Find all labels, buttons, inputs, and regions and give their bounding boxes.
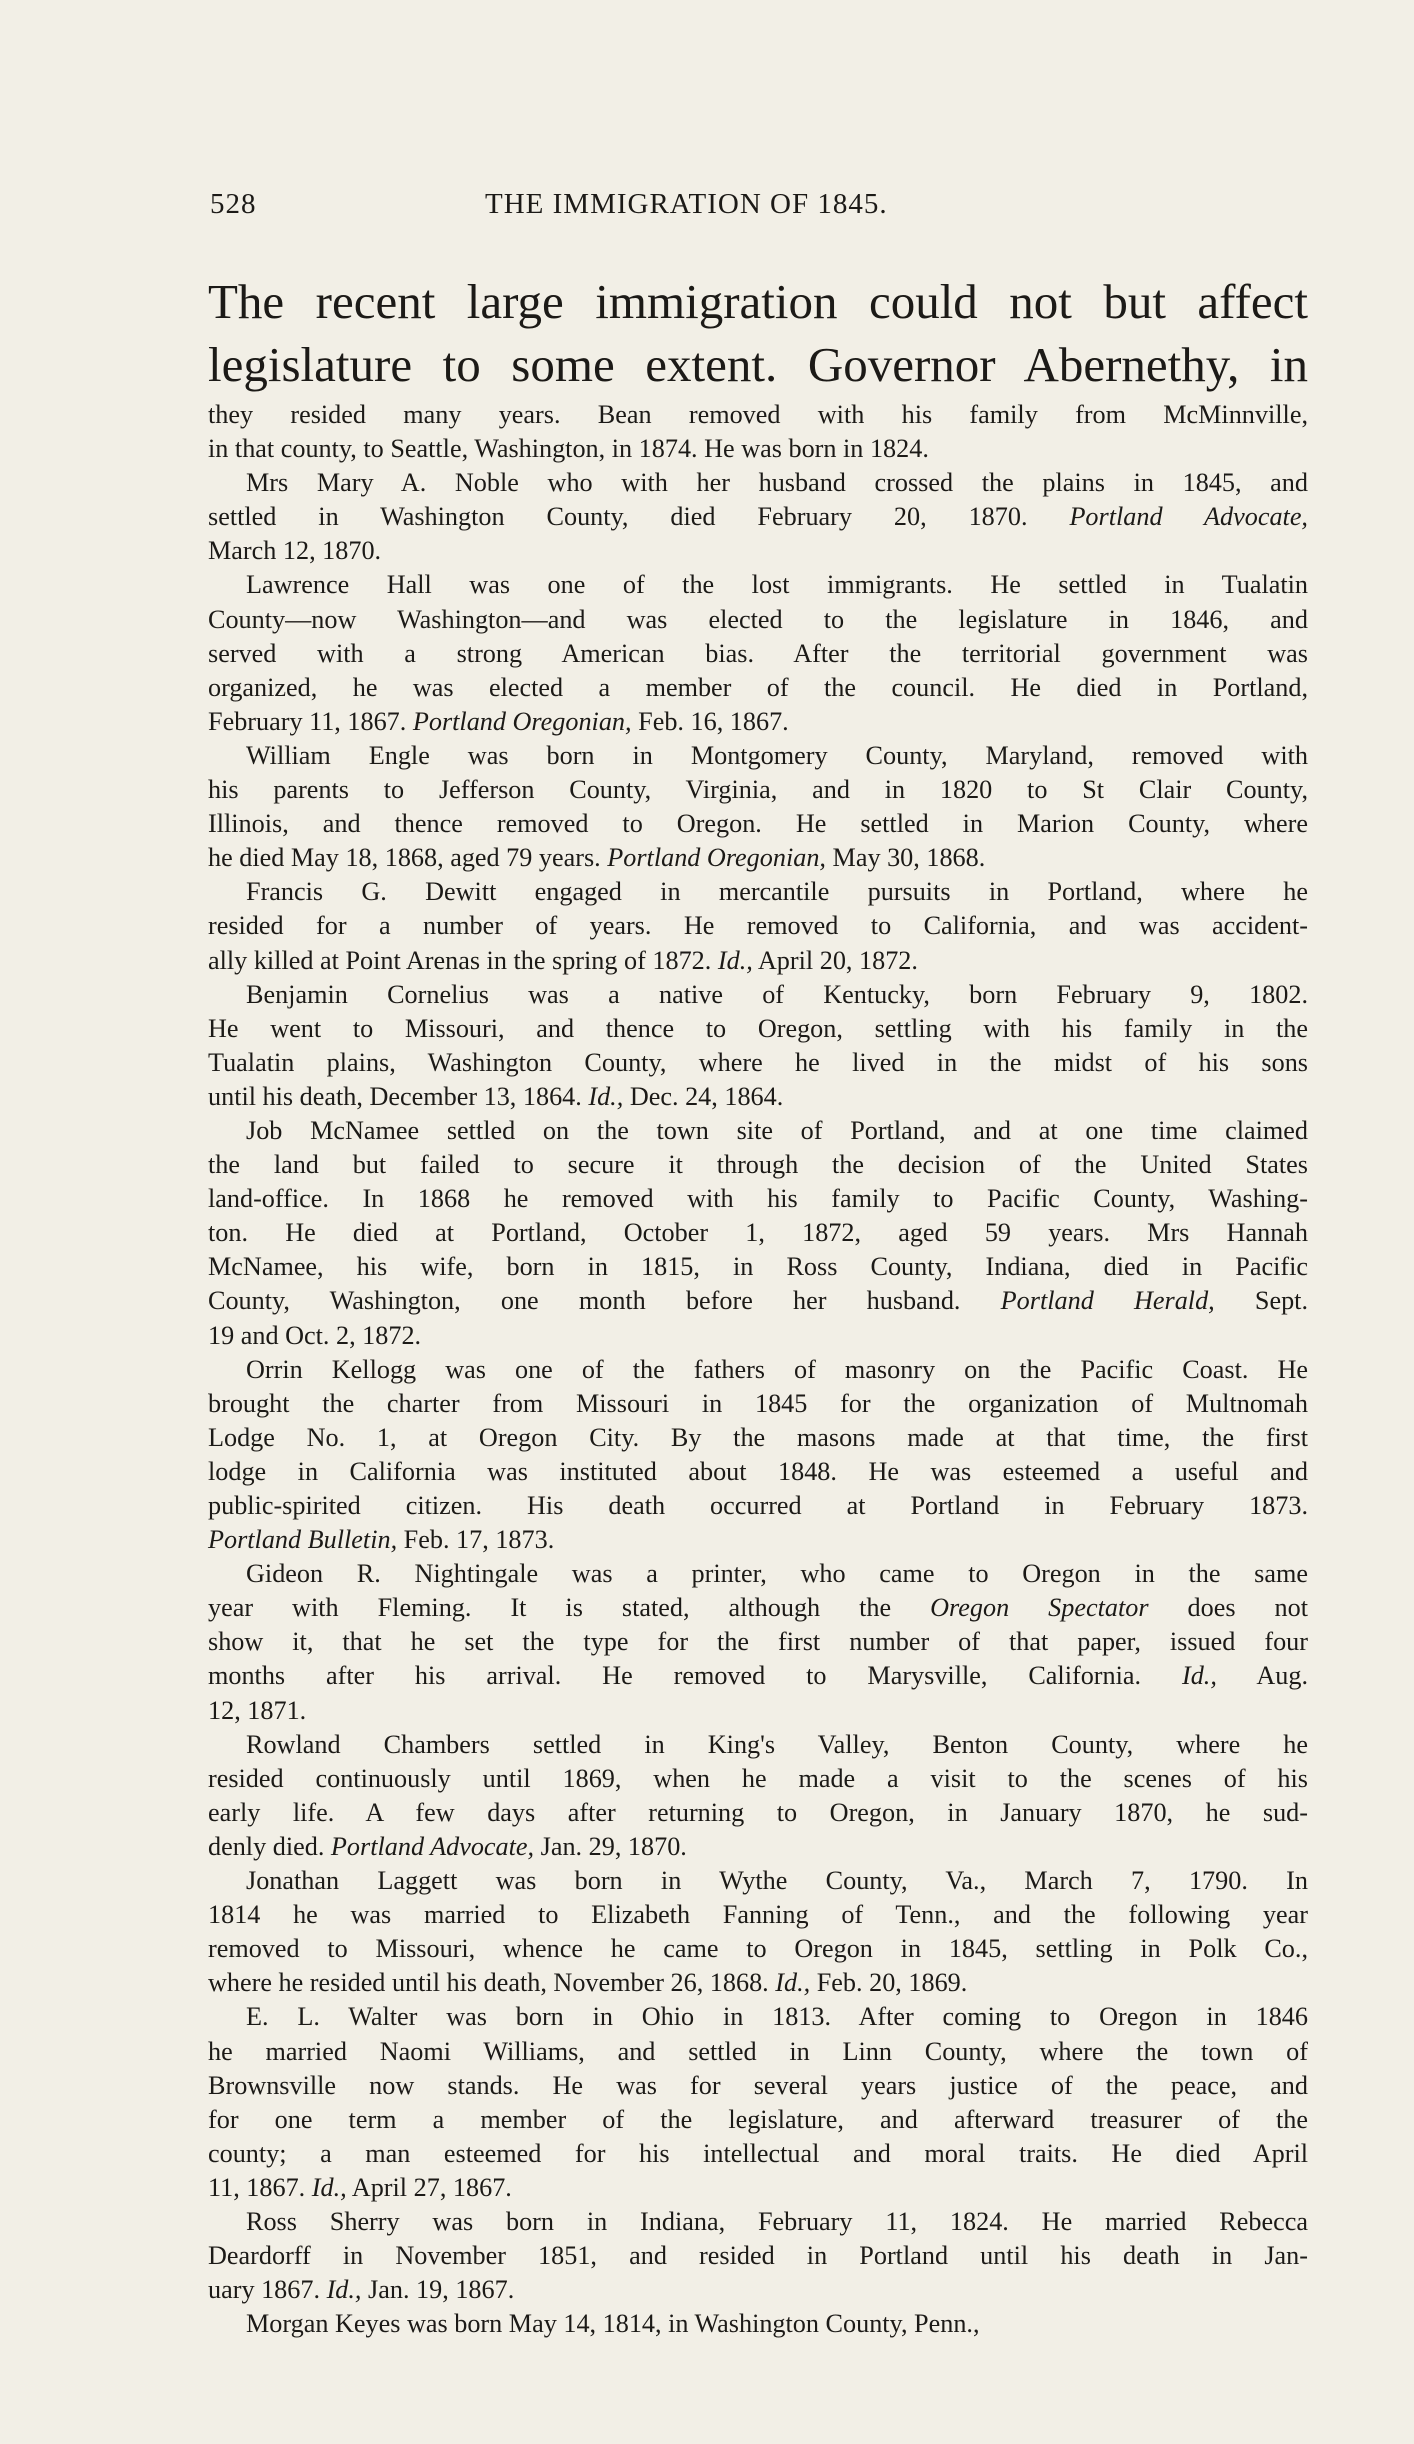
footnote-line: [208, 1796, 1308, 1830]
citation-date: Aug.: [1216, 1661, 1309, 1691]
line-text: Lawrence Hall was one of the lost immigrants. He settled in Tualatin: [246, 570, 1308, 600]
footnote-line: [208, 1523, 1308, 1557]
line-text: Brownsville now stands. He was for several years justice of the peace, and: [208, 2070, 1308, 2100]
citation-source: Id.,: [588, 1081, 624, 1111]
running-title: THE IMMIGRATION OF 1845.: [485, 188, 888, 220]
footnote-line: [208, 1216, 1308, 1250]
line-text: 1814 he was married to Elizabeth Fanning of Tenn., and the following year: [208, 1900, 1308, 1930]
citation-source: Id.,: [1181, 1661, 1217, 1691]
line-text: 12, 1871.: [208, 1695, 307, 1725]
citation-date: April 20, 1872.: [752, 945, 918, 975]
footnote-line: [208, 2307, 1308, 2341]
line-text: 19 and Oct. 2, 1872.: [208, 1320, 422, 1350]
footnote-line: [208, 1830, 1308, 1864]
citation-source: Id.,: [717, 945, 753, 975]
citation-source: Portland Bulletin,: [208, 1525, 398, 1555]
line-text: 11, 1867.: [208, 2172, 312, 2202]
citation-source: Portland Herald,: [1000, 1286, 1215, 1316]
footnote-line: [208, 1284, 1308, 1318]
footnote-line: [208, 944, 1308, 978]
footnote-line: [208, 1694, 1308, 1728]
footnote-line: [208, 1182, 1308, 1216]
citation-date: April 27, 1867.: [346, 2172, 512, 2202]
footnote-line: [208, 1080, 1308, 1114]
footnote-line: [208, 2103, 1308, 2137]
footnote-line: [208, 1319, 1308, 1353]
main-text-fragment: [208, 270, 1308, 396]
line-text: ally killed at Point Arenas in the spring of 1872.: [208, 945, 718, 975]
line-text: year with Fleming. It is stated, although the: [208, 1593, 931, 1623]
footnote-line: [208, 1012, 1308, 1046]
line-text: brought the charter from Missouri in 1845 for the organization of Multnomah: [208, 1388, 1308, 1418]
line-text: resided continuously until 1869, when he made a visit to the scenes of his: [208, 1763, 1308, 1793]
line-text: served with a strong American bias. After the territorial government was: [208, 638, 1308, 668]
footnote-line: [208, 1864, 1308, 1898]
citation-source: Oregon Spectator: [930, 1593, 1149, 1623]
footnote-line: [208, 2069, 1308, 2103]
line-text: Tualatin plains, Washington County, where he lived in the midst of his sons: [208, 1047, 1308, 1077]
line-text: uary 1867.: [208, 2275, 327, 2305]
line-text: organized, he was elected a member of the council. He died in Portland,: [208, 672, 1308, 702]
citation-date: May 30, 1868.: [825, 843, 986, 873]
footnote-line: [208, 705, 1308, 739]
main-text-line: legislature to some extent. Governor Abernethy, in: [208, 337, 1308, 392]
line-text: Jonathan Laggett was born in Wythe County, Va., March 7, 1790. In: [246, 1866, 1308, 1896]
citation-source: Portland Oregonian,: [412, 706, 632, 736]
line-text: Job McNamee settled on the town site of Portland, and at one time claimed: [246, 1115, 1308, 1145]
line-text: the land but failed to secure it through the decision of the United States: [208, 1150, 1308, 1180]
line-text: where he resided until his death, November 26, 1868.: [208, 1968, 776, 1998]
footnote-line: [208, 807, 1308, 841]
footnote-line: [208, 1966, 1308, 2000]
line-text: McNamee, his wife, born in 1815, in Ross County, Indiana, died in Pacific: [208, 1252, 1308, 1282]
footnote-line: [208, 1455, 1308, 1489]
line-text: county; a man esteemed for his intellectual and moral traits. He died April: [208, 2138, 1308, 2168]
citation-source: Id.,: [775, 1968, 811, 1998]
line-text: William Engle was born in Montgomery County, Maryland, removed with: [246, 740, 1308, 770]
footnote-text: [208, 398, 1308, 2341]
line-text: lodge in California was instituted about 1848. He was esteemed a useful and: [208, 1456, 1308, 1486]
footnote-line: [208, 1591, 1308, 1625]
line-text: Gideon R. Nightingale was a printer, who came to Oregon in the same: [246, 1559, 1308, 1589]
footnote-line: [208, 1728, 1308, 1762]
line-text: they resided many years. Bean removed with his family from McMinnville,: [208, 400, 1308, 429]
citation-date: Jan. 19, 1867.: [361, 2275, 515, 2305]
citation-source: Portland Oregonian,: [607, 843, 826, 873]
footnote-line: [208, 1353, 1308, 1387]
line-text: He went to Missouri, and thence to Oregon, settling with his family in the: [208, 1013, 1308, 1043]
line-text: Illinois, and thence removed to Oregon. He settled in Marion County, where: [208, 809, 1308, 839]
footnote-line: [208, 2137, 1308, 2171]
line-text: removed to Missouri, whence he came to Oregon in 1845, settling in Polk Co.,: [208, 1934, 1308, 1964]
footnote-line: [208, 2035, 1308, 2069]
footnote-line: [208, 1148, 1308, 1182]
line-text: early life. A few days after returning to Oregon, in January 1870, he sud-: [208, 1797, 1308, 1827]
line-text: Benjamin Cornelius was a native of Kentucky, born February 9, 1802.: [246, 979, 1308, 1009]
citation-date: does not: [1148, 1593, 1308, 1623]
page-header: [210, 188, 1310, 228]
footnote-line: [208, 1932, 1308, 1966]
line-text: Ross Sherry was born in Indiana, February 11, 1824. He married Rebecca: [246, 2206, 1308, 2236]
line-text: his parents to Jefferson County, Virginia, and in 1820 to St Clair County,: [208, 775, 1308, 805]
footnote-line: [208, 1762, 1308, 1796]
footnote-line: [208, 1421, 1308, 1455]
page-number: 528: [210, 188, 257, 220]
footnote-line: [208, 432, 1308, 466]
line-text: he married Naomi Williams, and settled in Linn County, where the town of: [208, 2036, 1308, 2066]
footnote-line: [208, 2239, 1308, 2273]
footnote-line: [208, 875, 1308, 909]
line-text: denly died.: [208, 1831, 331, 1861]
footnote-line: [208, 568, 1308, 602]
citation-date: Feb. 16, 1867.: [631, 706, 789, 736]
footnote-line: [208, 671, 1308, 705]
footnote-line: [208, 2171, 1308, 2205]
line-text: Morgan Keyes was born May 14, 1814, in Washington County, Penn.,: [246, 2309, 980, 2339]
main-text-line: The recent large immigration could not but affect: [208, 274, 1308, 329]
line-text: February 11, 1867.: [208, 706, 413, 736]
line-text: ton. He died at Portland, October 1, 1872, aged 59 years. Mrs Hannah: [208, 1218, 1308, 1248]
line-text: months after his arrival. He removed to Marysville, California.: [208, 1661, 1182, 1691]
line-text: resided for a number of years. He removed to California, and was accident-: [208, 911, 1308, 941]
footnote-line: [208, 1898, 1308, 1932]
line-text: public-spirited citizen. His death occurred at Portland in February 1873.: [208, 1491, 1308, 1520]
line-text: County—now Washington—and was elected to the legislature in 1846, and: [208, 604, 1308, 634]
footnote-line: [208, 1659, 1308, 1693]
line-text: in that county, to Seattle, Washington, in 1874. He was born in 1824.: [208, 434, 929, 464]
line-text: for one term a member of the legislature, and afterward treasurer of the: [208, 2104, 1308, 2134]
footnote-line: [208, 398, 1308, 432]
citation-source: Portland Advocate,: [330, 1831, 535, 1861]
footnote-line: [208, 2000, 1308, 2034]
footnote-line: [208, 637, 1308, 671]
footnote-line: [208, 603, 1308, 637]
footnote-line: [208, 909, 1308, 943]
footnote-line: [208, 978, 1308, 1012]
footnote-line: [208, 2205, 1308, 2239]
line-text: Francis G. Dewitt engaged in mercantile pursuits in Portland, where he: [246, 877, 1308, 907]
line-text: March 12, 1870.: [208, 536, 382, 566]
line-text: Mrs Mary A. Noble who with her husband crossed the plains in 1845, and: [246, 468, 1308, 498]
line-text: land-office. In 1868 he removed with his family to Pacific County, Washing-: [208, 1184, 1308, 1214]
line-text: E. L. Walter was born in Ohio in 1813. After coming to Oregon in 1846: [246, 2002, 1308, 2032]
line-text: Rowland Chambers settled in King's Valley, Benton County, where he: [246, 1729, 1308, 1759]
citation-source: Id.,: [311, 2172, 347, 2202]
footnote-line: [208, 1557, 1308, 1591]
line-text: County, Washington, one month before her husband.: [208, 1286, 1001, 1316]
line-text: show it, that he set the type for the first number of that paper, issued four: [208, 1627, 1308, 1657]
footnote-line: [208, 500, 1308, 534]
footnote-line: [208, 1625, 1308, 1659]
footnote-line: [208, 534, 1308, 568]
citation-date: Jan. 29, 1870.: [534, 1831, 687, 1861]
citation-date: Feb. 17, 1873.: [397, 1525, 555, 1555]
footnote-line: [208, 2273, 1308, 2307]
footnote-line: [208, 1046, 1308, 1080]
footnote-line: [208, 1114, 1308, 1148]
citation-date: Dec. 24, 1864.: [623, 1081, 784, 1111]
line-text: settled in Washington County, died February 20, 1870.: [208, 502, 1070, 532]
line-text: until his death, December 13, 1864.: [208, 1081, 589, 1111]
footnote-line: [208, 1387, 1308, 1421]
footnote-line: [208, 773, 1308, 807]
line-text: Lodge No. 1, at Oregon City. By the masons made at that time, the first: [208, 1422, 1308, 1452]
citation-date: Feb. 20, 1869.: [810, 1968, 968, 1998]
line-text: Orrin Kellogg was one of the fathers of masonry on the Pacific Coast. He: [246, 1354, 1308, 1384]
footnote-line: [208, 739, 1308, 773]
footnote-line: [208, 841, 1308, 875]
citation-source: Portland Advocate,: [1069, 502, 1308, 532]
line-text: he died May 18, 1868, aged 79 years.: [208, 843, 608, 873]
footnote-line: [208, 1489, 1308, 1523]
footnote-line: [208, 1250, 1308, 1284]
footnote-line: [208, 466, 1308, 500]
citation-date: Sept.: [1214, 1286, 1309, 1316]
line-text: Deardorff in November 1851, and resided in Portland until his death in Jan-: [208, 2241, 1308, 2271]
citation-source: Id.,: [326, 2275, 362, 2305]
